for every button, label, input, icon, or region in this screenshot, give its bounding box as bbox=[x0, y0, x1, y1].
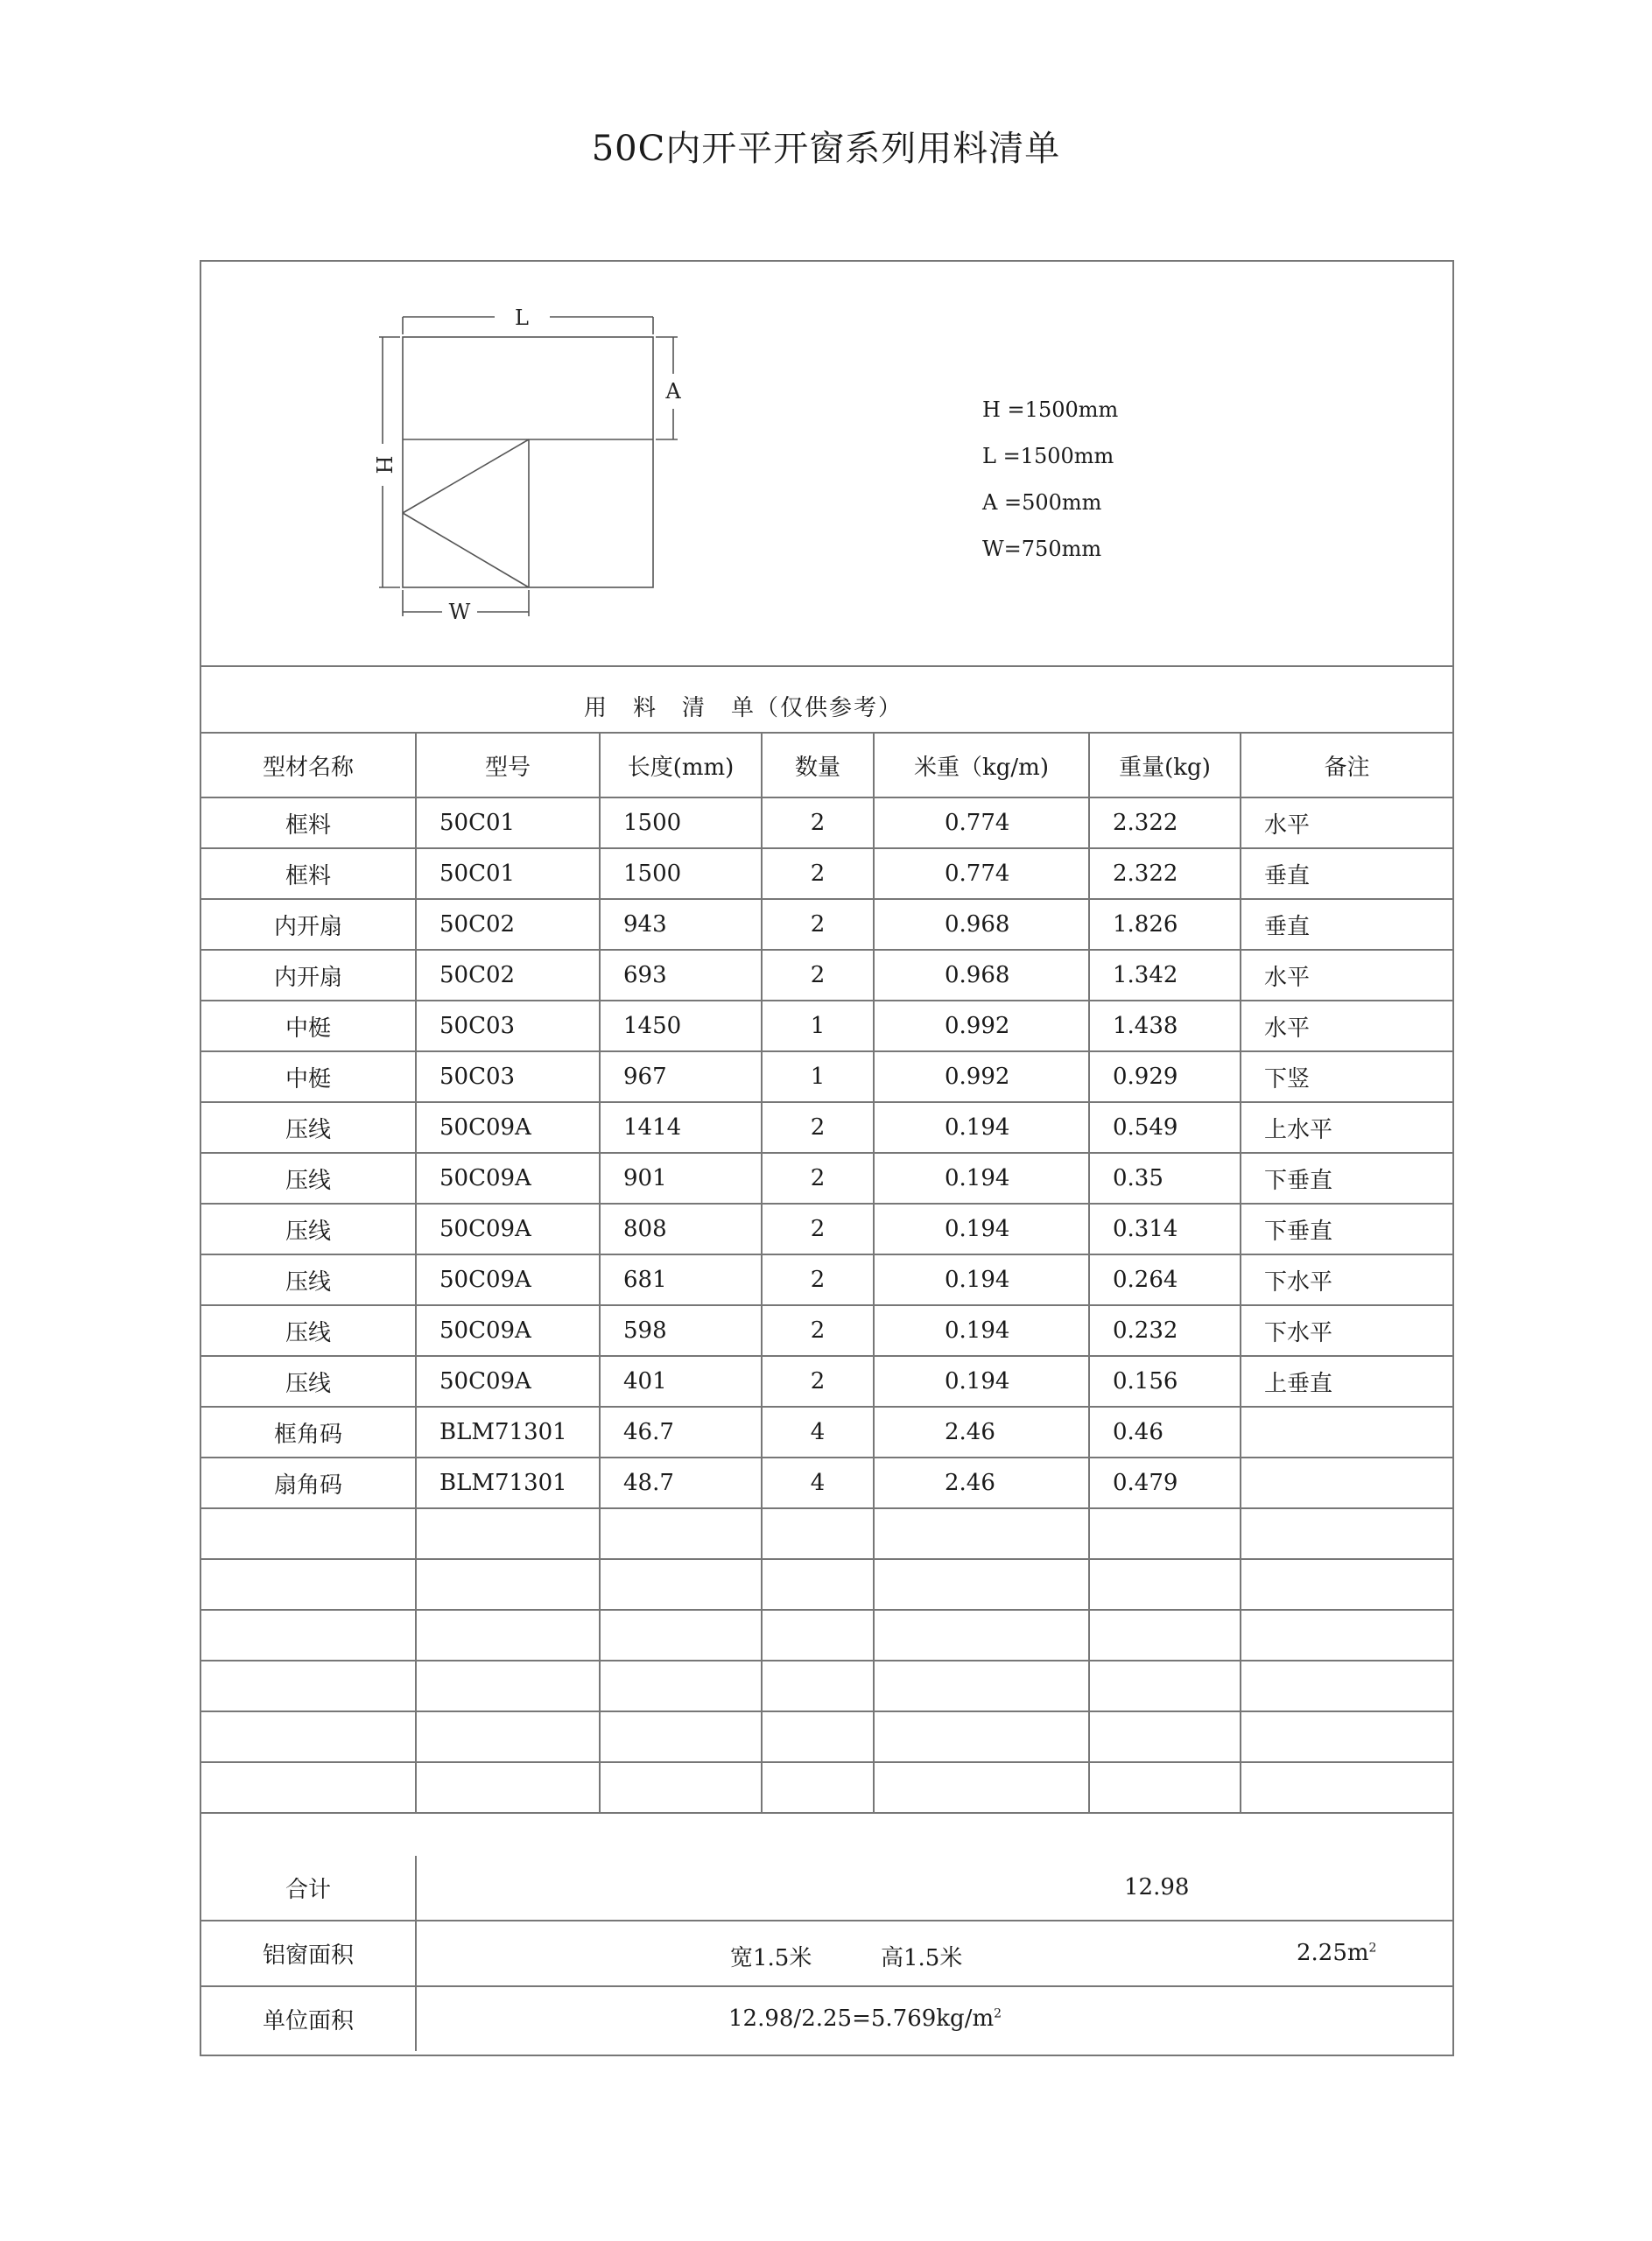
header-profile-name: 型材名称 bbox=[201, 734, 416, 797]
window-area-row bbox=[201, 1921, 1452, 1986]
table-header-row bbox=[201, 734, 1452, 797]
cell-quantity: 2 bbox=[762, 1305, 874, 1356]
cell-weight: 0.46 bbox=[1089, 1407, 1241, 1458]
cell-profile-name: 压线 bbox=[201, 1356, 416, 1407]
table-row bbox=[201, 1254, 1452, 1305]
cell-remark: 下垂直 bbox=[1241, 1153, 1452, 1204]
param-l: L =1500mm bbox=[982, 444, 1114, 468]
dimension-label-h: H bbox=[371, 455, 396, 474]
cell-model: 50C01 bbox=[416, 797, 600, 848]
cell-length: 681 bbox=[600, 1254, 762, 1305]
header-quantity: 数量 bbox=[762, 734, 874, 797]
cell-remark: 上水平 bbox=[1241, 1102, 1452, 1153]
window-diagram-section bbox=[201, 262, 1452, 667]
document-title: 50C内开平开窗系列用料清单 bbox=[591, 129, 1061, 169]
cell-weight-per-meter: 0.194 bbox=[874, 1153, 1089, 1204]
cell-profile-name: 压线 bbox=[201, 1102, 416, 1153]
empty-row bbox=[201, 1508, 1452, 1559]
cell-quantity: 2 bbox=[762, 848, 874, 899]
cell-weight: 0.314 bbox=[1089, 1204, 1241, 1254]
cell-remark bbox=[1241, 1407, 1452, 1458]
cell-weight-per-meter: 0.992 bbox=[874, 1051, 1089, 1102]
unit-area-label: 单位面积 bbox=[201, 1986, 416, 2051]
empty-row bbox=[201, 1762, 1452, 1813]
window-diagram bbox=[201, 262, 1452, 667]
empty-cell bbox=[762, 1559, 874, 1610]
window-area-cell bbox=[416, 1921, 1452, 1986]
empty-row bbox=[201, 1711, 1452, 1762]
cell-profile-name: 压线 bbox=[201, 1305, 416, 1356]
cell-weight: 0.232 bbox=[1089, 1305, 1241, 1356]
cell-length: 1500 bbox=[600, 797, 762, 848]
empty-row bbox=[201, 1610, 1452, 1661]
empty-cell bbox=[201, 1762, 416, 1813]
cell-weight: 2.322 bbox=[1089, 848, 1241, 899]
cell-quantity: 1 bbox=[762, 1001, 874, 1051]
cell-remark: 下水平 bbox=[1241, 1305, 1452, 1356]
empty-cell bbox=[600, 1508, 762, 1559]
cell-model: 50C09A bbox=[416, 1204, 600, 1254]
cell-length: 1450 bbox=[600, 1001, 762, 1051]
cell-profile-name: 框料 bbox=[201, 797, 416, 848]
header-length: 长度(mm) bbox=[600, 734, 762, 797]
total-label: 合计 bbox=[201, 1856, 416, 1921]
dimension-label-l: L bbox=[515, 306, 529, 330]
empty-cell bbox=[416, 1610, 600, 1661]
cell-remark: 下竖 bbox=[1241, 1051, 1452, 1102]
cell-weight: 0.549 bbox=[1089, 1102, 1241, 1153]
table-row bbox=[201, 848, 1452, 899]
cell-profile-name: 框料 bbox=[201, 848, 416, 899]
cell-remark: 水平 bbox=[1241, 1001, 1452, 1051]
header-model: 型号 bbox=[416, 734, 600, 797]
empty-cell bbox=[416, 1559, 600, 1610]
cell-quantity: 4 bbox=[762, 1458, 874, 1508]
empty-cell bbox=[1241, 1711, 1452, 1762]
empty-cell bbox=[416, 1762, 600, 1813]
empty-cell bbox=[1089, 1711, 1241, 1762]
cell-weight-per-meter: 0.774 bbox=[874, 797, 1089, 848]
sash-open-line-top bbox=[403, 439, 529, 513]
cell-remark: 水平 bbox=[1241, 797, 1452, 848]
empty-cell bbox=[874, 1559, 1089, 1610]
cell-quantity: 2 bbox=[762, 1153, 874, 1204]
list-caption-row bbox=[201, 667, 1452, 734]
cell-length: 598 bbox=[600, 1305, 762, 1356]
cell-weight: 0.156 bbox=[1089, 1356, 1241, 1407]
window-height: 高1.5米 bbox=[881, 1945, 963, 1971]
list-caption: 用 料 清 单（仅供参考） bbox=[584, 695, 903, 721]
cell-profile-name: 中梃 bbox=[201, 1001, 416, 1051]
empty-cell bbox=[201, 1508, 416, 1559]
cell-profile-name: 内开扇 bbox=[201, 950, 416, 1001]
cell-weight: 0.479 bbox=[1089, 1458, 1241, 1508]
cell-length: 401 bbox=[600, 1356, 762, 1407]
empty-cell bbox=[762, 1762, 874, 1813]
cell-length: 967 bbox=[600, 1051, 762, 1102]
cell-model: 50C02 bbox=[416, 950, 600, 1001]
table-row bbox=[201, 1204, 1452, 1254]
cell-quantity: 2 bbox=[762, 899, 874, 950]
empty-cell bbox=[1089, 1610, 1241, 1661]
dimension-label-w: W bbox=[448, 600, 471, 624]
cell-weight: 1.438 bbox=[1089, 1001, 1241, 1051]
window-area-label: 铝窗面积 bbox=[201, 1921, 416, 1986]
header-remark: 备注 bbox=[1241, 734, 1452, 797]
cell-weight: 1.826 bbox=[1089, 899, 1241, 950]
cell-length: 48.7 bbox=[600, 1458, 762, 1508]
empty-cell bbox=[600, 1559, 762, 1610]
cell-model: 50C09A bbox=[416, 1305, 600, 1356]
cell-weight-per-meter: 0.992 bbox=[874, 1001, 1089, 1051]
empty-row bbox=[201, 1661, 1452, 1711]
cell-length: 1414 bbox=[600, 1102, 762, 1153]
cell-model: BLM71301 bbox=[416, 1458, 600, 1508]
cell-length: 943 bbox=[600, 899, 762, 950]
cell-weight-per-meter: 0.968 bbox=[874, 950, 1089, 1001]
cell-weight-per-meter: 0.194 bbox=[874, 1102, 1089, 1153]
cell-model: 50C03 bbox=[416, 1051, 600, 1102]
empty-cell bbox=[874, 1508, 1089, 1559]
cell-model: 50C09A bbox=[416, 1356, 600, 1407]
cell-profile-name: 内开扇 bbox=[201, 899, 416, 950]
header-weight: 重量(kg) bbox=[1089, 734, 1241, 797]
cell-profile-name: 中梃 bbox=[201, 1051, 416, 1102]
cell-weight-per-meter: 0.968 bbox=[874, 899, 1089, 950]
cell-quantity: 4 bbox=[762, 1407, 874, 1458]
cell-length: 46.7 bbox=[600, 1407, 762, 1458]
empty-cell bbox=[201, 1610, 416, 1661]
empty-cell bbox=[201, 1559, 416, 1610]
cell-weight: 0.35 bbox=[1089, 1153, 1241, 1204]
table-row bbox=[201, 1102, 1452, 1153]
materials-table bbox=[201, 734, 1452, 1814]
empty-cell bbox=[201, 1711, 416, 1762]
cell-model: 50C01 bbox=[416, 848, 600, 899]
cell-profile-name: 压线 bbox=[201, 1204, 416, 1254]
window-width: 宽1.5米 bbox=[730, 1945, 812, 1971]
table-row bbox=[201, 950, 1452, 1001]
empty-cell bbox=[762, 1508, 874, 1559]
empty-cell bbox=[1089, 1762, 1241, 1813]
summary-table bbox=[201, 1856, 1452, 2051]
cell-remark: 上垂直 bbox=[1241, 1356, 1452, 1407]
cell-quantity: 2 bbox=[762, 797, 874, 848]
empty-cell bbox=[1241, 1610, 1452, 1661]
cell-model: 50C09A bbox=[416, 1254, 600, 1305]
unit-area-cell bbox=[416, 1986, 1452, 2051]
cell-quantity: 2 bbox=[762, 1102, 874, 1153]
table-row bbox=[201, 1356, 1452, 1407]
empty-cell bbox=[874, 1610, 1089, 1661]
material-sheet bbox=[200, 260, 1454, 2056]
cell-quantity: 2 bbox=[762, 1356, 874, 1407]
cell-profile-name: 压线 bbox=[201, 1254, 416, 1305]
table-row bbox=[201, 797, 1452, 848]
param-a: A =500mm bbox=[982, 490, 1102, 515]
empty-cell bbox=[416, 1661, 600, 1711]
cell-model: 50C02 bbox=[416, 899, 600, 950]
total-cell bbox=[416, 1856, 1452, 1921]
dimension-label-a: A bbox=[665, 379, 681, 404]
empty-cell bbox=[762, 1610, 874, 1661]
cell-quantity: 2 bbox=[762, 1254, 874, 1305]
cell-profile-name: 压线 bbox=[201, 1153, 416, 1204]
empty-cell bbox=[874, 1762, 1089, 1813]
table-row bbox=[201, 1458, 1452, 1508]
cell-length: 1500 bbox=[600, 848, 762, 899]
sash-open-line-bottom bbox=[403, 513, 529, 587]
cell-weight: 2.322 bbox=[1089, 797, 1241, 848]
cell-quantity: 2 bbox=[762, 950, 874, 1001]
cell-weight-per-meter: 0.194 bbox=[874, 1305, 1089, 1356]
unit-area-row bbox=[201, 1986, 1452, 2051]
cell-remark: 下垂直 bbox=[1241, 1204, 1452, 1254]
cell-weight-per-meter: 0.194 bbox=[874, 1254, 1089, 1305]
cell-model: 50C03 bbox=[416, 1001, 600, 1051]
empty-cell bbox=[1089, 1661, 1241, 1711]
unit-area-value: $12.98/2.25=5.769kg/m^2$ bbox=[728, 2006, 1002, 2032]
empty-cell bbox=[600, 1661, 762, 1711]
header-weight-per-meter: 米重（kg/m) bbox=[874, 734, 1089, 797]
table-row bbox=[201, 1153, 1452, 1204]
cell-model: BLM71301 bbox=[416, 1407, 600, 1458]
empty-cell bbox=[201, 1661, 416, 1711]
cell-remark: 下水平 bbox=[1241, 1254, 1452, 1305]
cell-model: 50C09A bbox=[416, 1153, 600, 1204]
cell-quantity: 2 bbox=[762, 1204, 874, 1254]
cell-length: 901 bbox=[600, 1153, 762, 1204]
table-row bbox=[201, 1051, 1452, 1102]
empty-cell bbox=[1241, 1508, 1452, 1559]
materials-table-body bbox=[201, 734, 1452, 1813]
cell-weight-per-meter: 2.46 bbox=[874, 1458, 1089, 1508]
cell-remark bbox=[1241, 1458, 1452, 1508]
empty-row bbox=[201, 1559, 1452, 1610]
empty-cell bbox=[874, 1711, 1089, 1762]
param-w: W=750mm bbox=[982, 537, 1102, 561]
window-parameters bbox=[982, 387, 1118, 573]
table-row bbox=[201, 1001, 1452, 1051]
cell-weight-per-meter: 0.194 bbox=[874, 1204, 1089, 1254]
param-h: H =1500mm bbox=[982, 397, 1119, 422]
cell-weight: 0.929 bbox=[1089, 1051, 1241, 1102]
cell-remark: 垂直 bbox=[1241, 848, 1452, 899]
total-row bbox=[201, 1856, 1452, 1921]
cell-weight-per-meter: 0.774 bbox=[874, 848, 1089, 899]
empty-cell bbox=[1241, 1559, 1452, 1610]
cell-remark: 水平 bbox=[1241, 950, 1452, 1001]
empty-cell bbox=[1089, 1559, 1241, 1610]
empty-cell bbox=[762, 1711, 874, 1762]
table-row bbox=[201, 1407, 1452, 1458]
cell-model: 50C09A bbox=[416, 1102, 600, 1153]
cell-profile-name: 扇角码 bbox=[201, 1458, 416, 1508]
table-row bbox=[201, 899, 1452, 950]
empty-cell bbox=[1089, 1508, 1241, 1559]
cell-weight: 0.264 bbox=[1089, 1254, 1241, 1305]
cell-weight-per-meter: 2.46 bbox=[874, 1407, 1089, 1458]
empty-cell bbox=[1241, 1661, 1452, 1711]
empty-cell bbox=[600, 1711, 762, 1762]
empty-cell bbox=[416, 1711, 600, 1762]
total-value: 12.98 bbox=[1124, 1874, 1190, 1900]
empty-cell bbox=[874, 1661, 1089, 1711]
cell-weight: 1.342 bbox=[1089, 950, 1241, 1001]
cell-quantity: 1 bbox=[762, 1051, 874, 1102]
cell-profile-name: 框角码 bbox=[201, 1407, 416, 1458]
empty-cell bbox=[1241, 1762, 1452, 1813]
window-area-value: $2.25m^2$ bbox=[1297, 1940, 1377, 1966]
cell-length: 808 bbox=[600, 1204, 762, 1254]
window-frame-outline bbox=[403, 337, 653, 587]
empty-cell bbox=[600, 1762, 762, 1813]
cell-weight-per-meter: 0.194 bbox=[874, 1356, 1089, 1407]
empty-cell bbox=[762, 1661, 874, 1711]
table-row bbox=[201, 1305, 1452, 1356]
empty-cell bbox=[600, 1610, 762, 1661]
cell-remark: 垂直 bbox=[1241, 899, 1452, 950]
empty-cell bbox=[416, 1508, 600, 1559]
cell-length: 693 bbox=[600, 950, 762, 1001]
